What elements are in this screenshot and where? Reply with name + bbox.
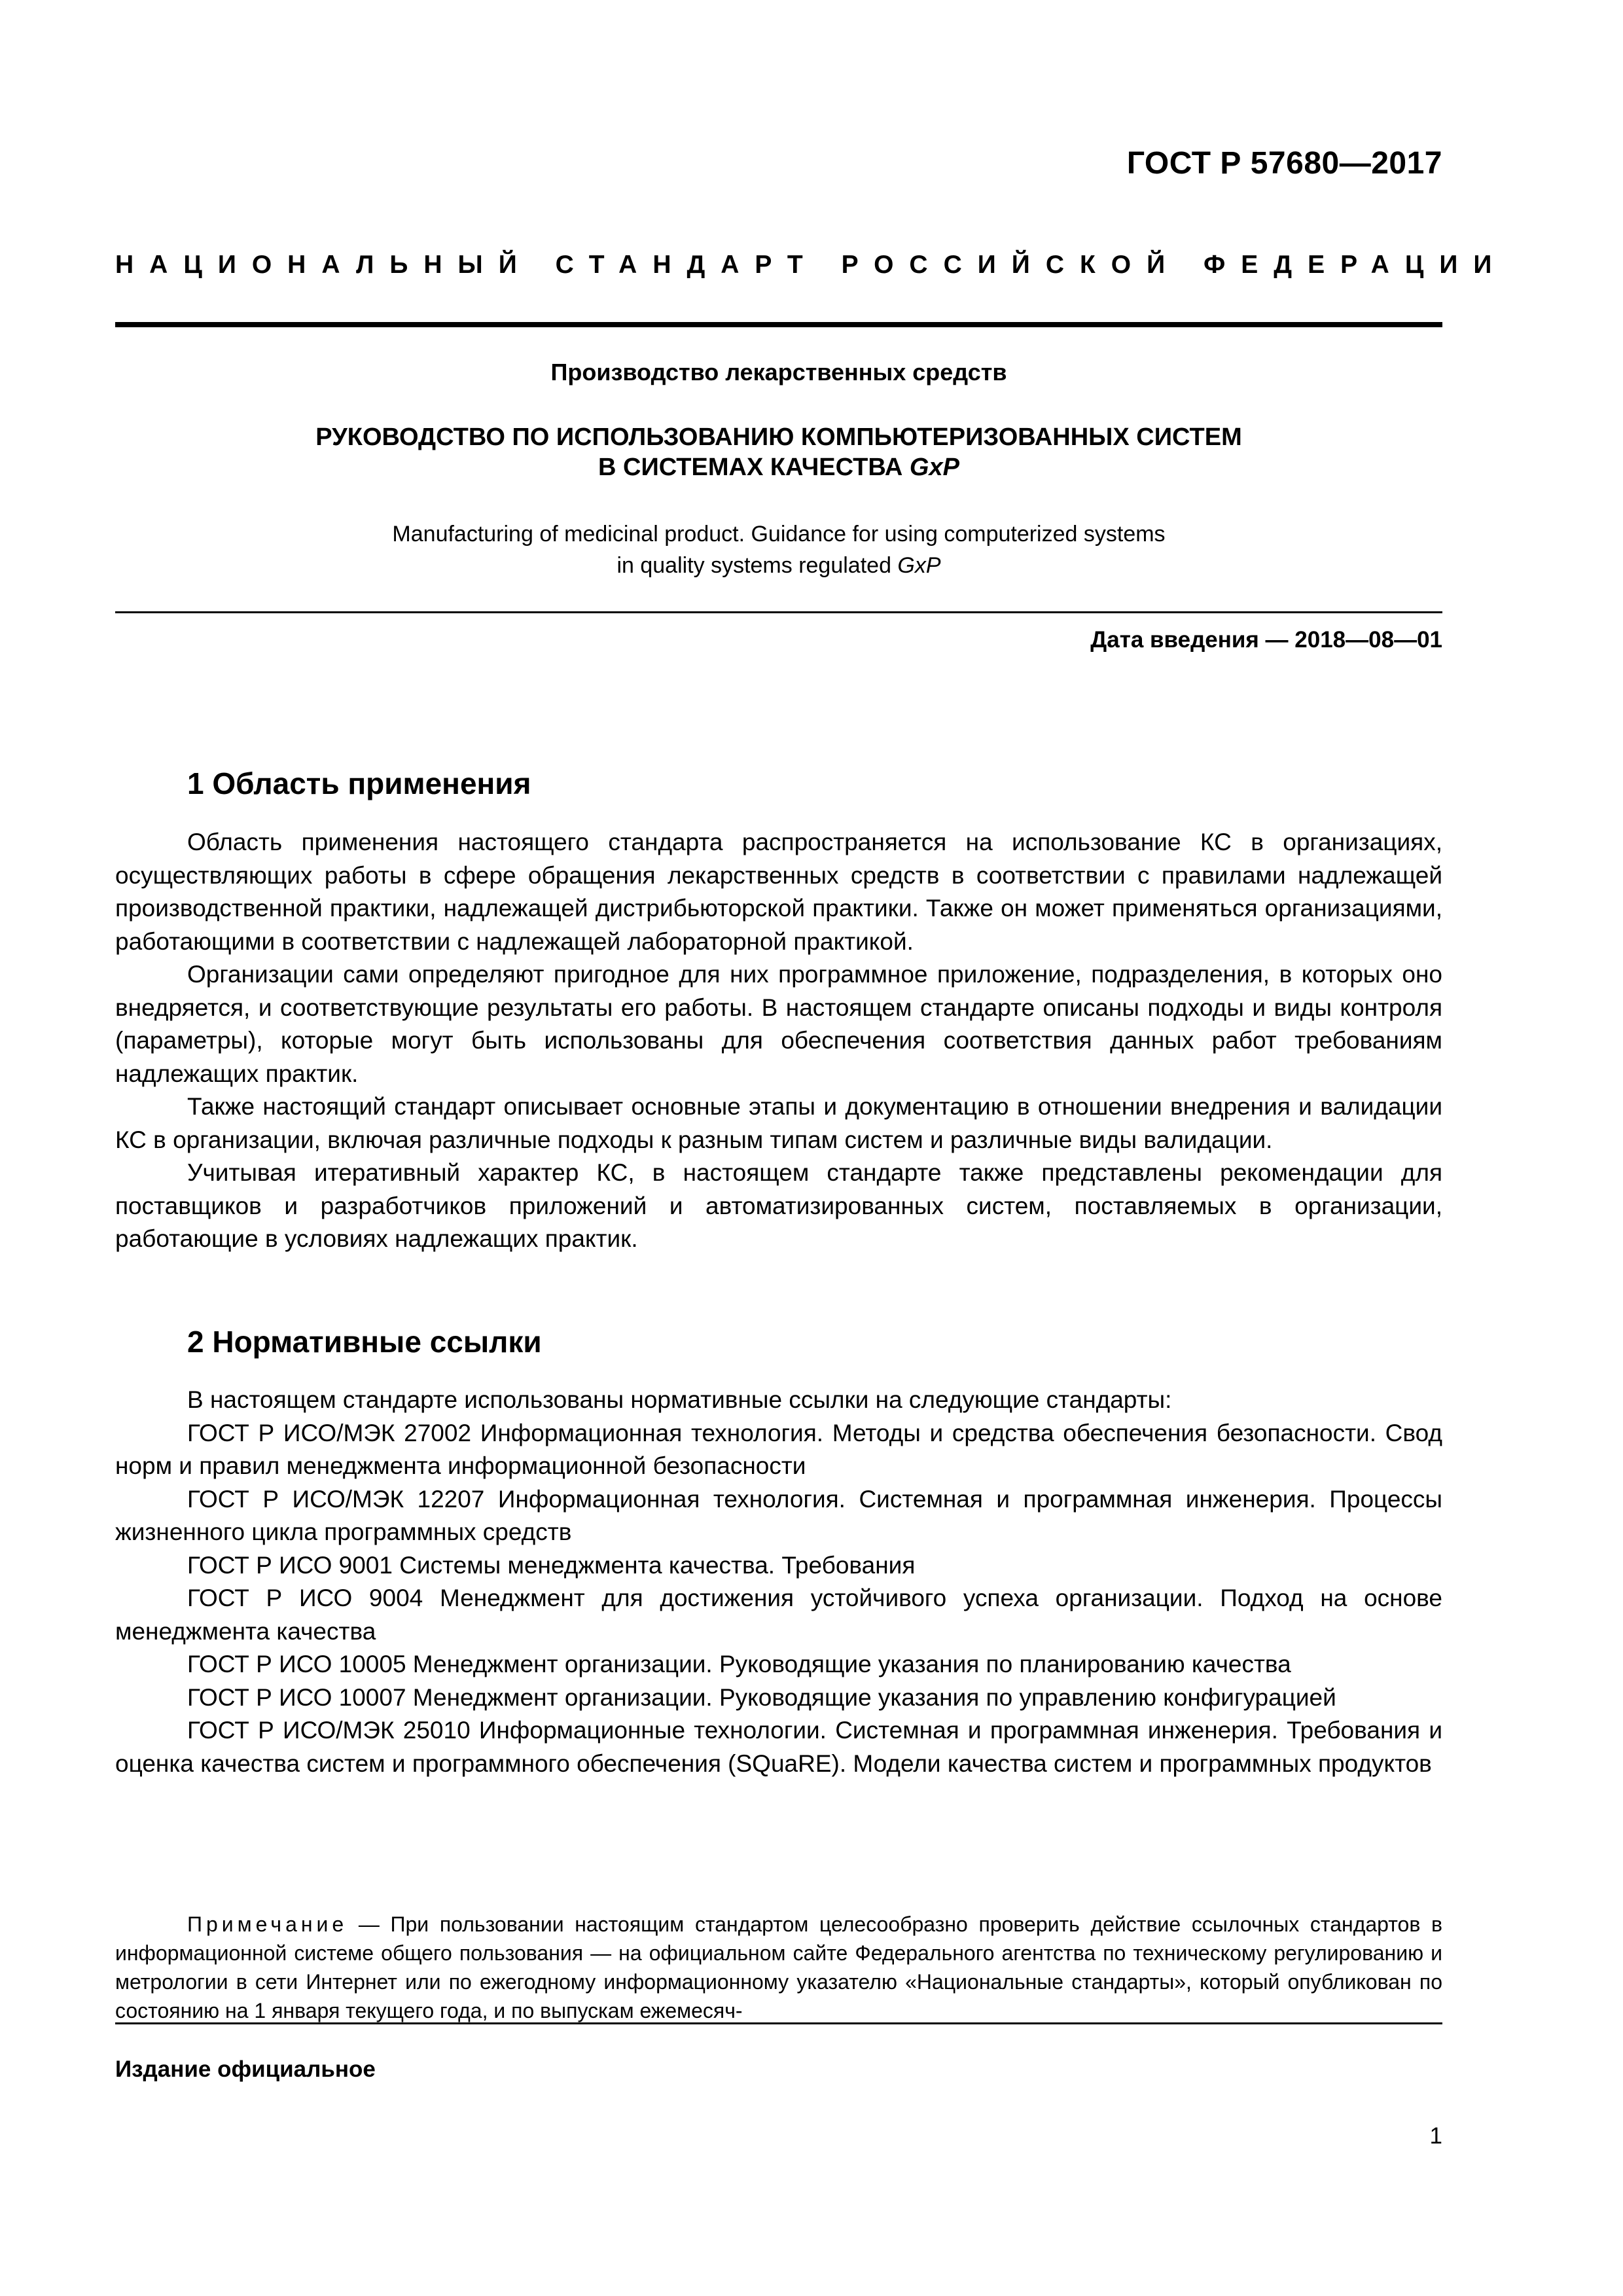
english-gxp: GxP [897, 553, 941, 578]
reference-item: ГОСТ Р ИСО 9001 Системы менеджмента качества. Требования [187, 1551, 916, 1579]
title-line-2 [115, 452, 1442, 482]
introduction-date: Дата введения — 2018—08—01 [1090, 627, 1442, 653]
english-line-2-text: in quality systems regulated [616, 553, 898, 578]
english-line-2 [115, 550, 1442, 581]
title-line-2-text: В СИСТЕМАХ КАЧЕСТВА [598, 454, 910, 481]
title-line-1: РУКОВОДСТВО ПО ИСПОЛЬЗОВАНИЮ КОМПЬЮТЕРИЗОВАННЫХ СИСТЕМ [315, 423, 1242, 451]
national-standard-banner: НАЦИОНАЛЬНЫЙ СТАНДАРТ РОССИЙСКОЙ ФЕДЕРАЦИИ [115, 251, 1508, 279]
note-label: Примечание [187, 1912, 348, 1936]
section-1-body [115, 826, 1442, 1256]
reference-item: ГОСТ Р ИСО/МЭК 27002 Информационная технология. Методы и средства обеспечения безопасности. Свод норм и правил менеджмента информационной безопасности [115, 1419, 1442, 1479]
footer-divider [115, 2022, 1442, 2024]
section-1-paragraph: Организации сами определяют пригодное для них программное приложение, подразделения, в которых оно внедряется, и соответствующие результаты его работы. В настоящем стандарте описаны подходы и виды контроля (параметры), которые могут быть использованы для обеспечения соответствия данных работ требованиям надлежащих практик. [115, 961, 1442, 1087]
english-title [115, 518, 1442, 581]
official-edition-label: Издание официальное [115, 2056, 376, 2082]
section-1-paragraph: Область применения настоящего стандарта распространяется на использование КС в организациях, осуществляющих работы в сфере обращения лекарственных средств в соответствии с правилами надлежащей производственной практики, надлежащей дистрибьюторской практики. Также он может применяться организациями, работающими в соответствии с надлежащей лабораторной практикой. [115, 829, 1442, 955]
section-2-intro: В настоящем стандарте использованы нормативные ссылки на следующие стандарты: [187, 1386, 1172, 1413]
section-1-paragraph: Учитывая итеративный характер КС, в настоящем стандарте также представлены рекомендации для поставщиков и разработчиков приложений и автоматизированных систем, поставляемых в организации, работающие в условиях надлежащих практик. [115, 1159, 1442, 1252]
section-1-heading: 1 Область применения [187, 766, 531, 800]
document-title [115, 422, 1442, 482]
title-divider [115, 611, 1442, 613]
reference-item: ГОСТ Р ИСО 10005 Менеджмент организации. Руководящие указания по планированию качества [187, 1651, 1291, 1677]
page-number: 1 [1429, 2123, 1442, 2149]
reference-item: ГОСТ Р ИСО/МЭК 12207 Информационная технология. Системная и программная инженерия. Процессы жизненного цикла программных средств [115, 1485, 1442, 1545]
reference-item: ГОСТ Р ИСО 10007 Менеджмент организации. Руководящие указания по управлению конфигурацией [187, 1683, 1336, 1711]
section-2-heading: 2 Нормативные ссылки [187, 1325, 542, 1359]
english-line-1: Manufacturing of medicinal product. Guidance for using computerized systems [392, 522, 1166, 547]
document-subject: Производство лекарственных средств [550, 359, 1007, 386]
section-2-body [115, 1384, 1442, 1780]
section-1-paragraph: Также настоящий стандарт описывает основные этапы и документацию в отношении внедрения и валидации КС в организации, включая различные подходы к разным типам систем и различные виды валидации. [115, 1093, 1442, 1153]
reference-item: ГОСТ Р ИСО 9004 Менеджмент для достижения устойчивого успеха организации. Подход на основе менеджмента качества [115, 1585, 1442, 1645]
header-divider [115, 322, 1442, 327]
title-gxp: GxP [909, 454, 959, 481]
section-2-note [115, 1910, 1442, 2025]
note-text: — При пользовании настоящим стандартом целесообразно проверить действие ссылочных стандартов в информационной системе общего пользования — на официальном сайте Федерального агентства по техническому регулированию и метрологии в сети Интернет или по ежегодному информационному указателю «Национальные стандарты», который опубликован по состоянию на 1 января текущего года, и по выпускам ежемесяч- [115, 1912, 1442, 2022]
reference-item: ГОСТ Р ИСО/МЭК 25010 Информационные технологии. Системная и программная инженерия. Требования и оценка качества систем и программного обеспечения (SQuaRE). Модели качества систем и программных продуктов [115, 1717, 1442, 1777]
standard-number: ГОСТ Р 57680—2017 [1126, 146, 1442, 181]
